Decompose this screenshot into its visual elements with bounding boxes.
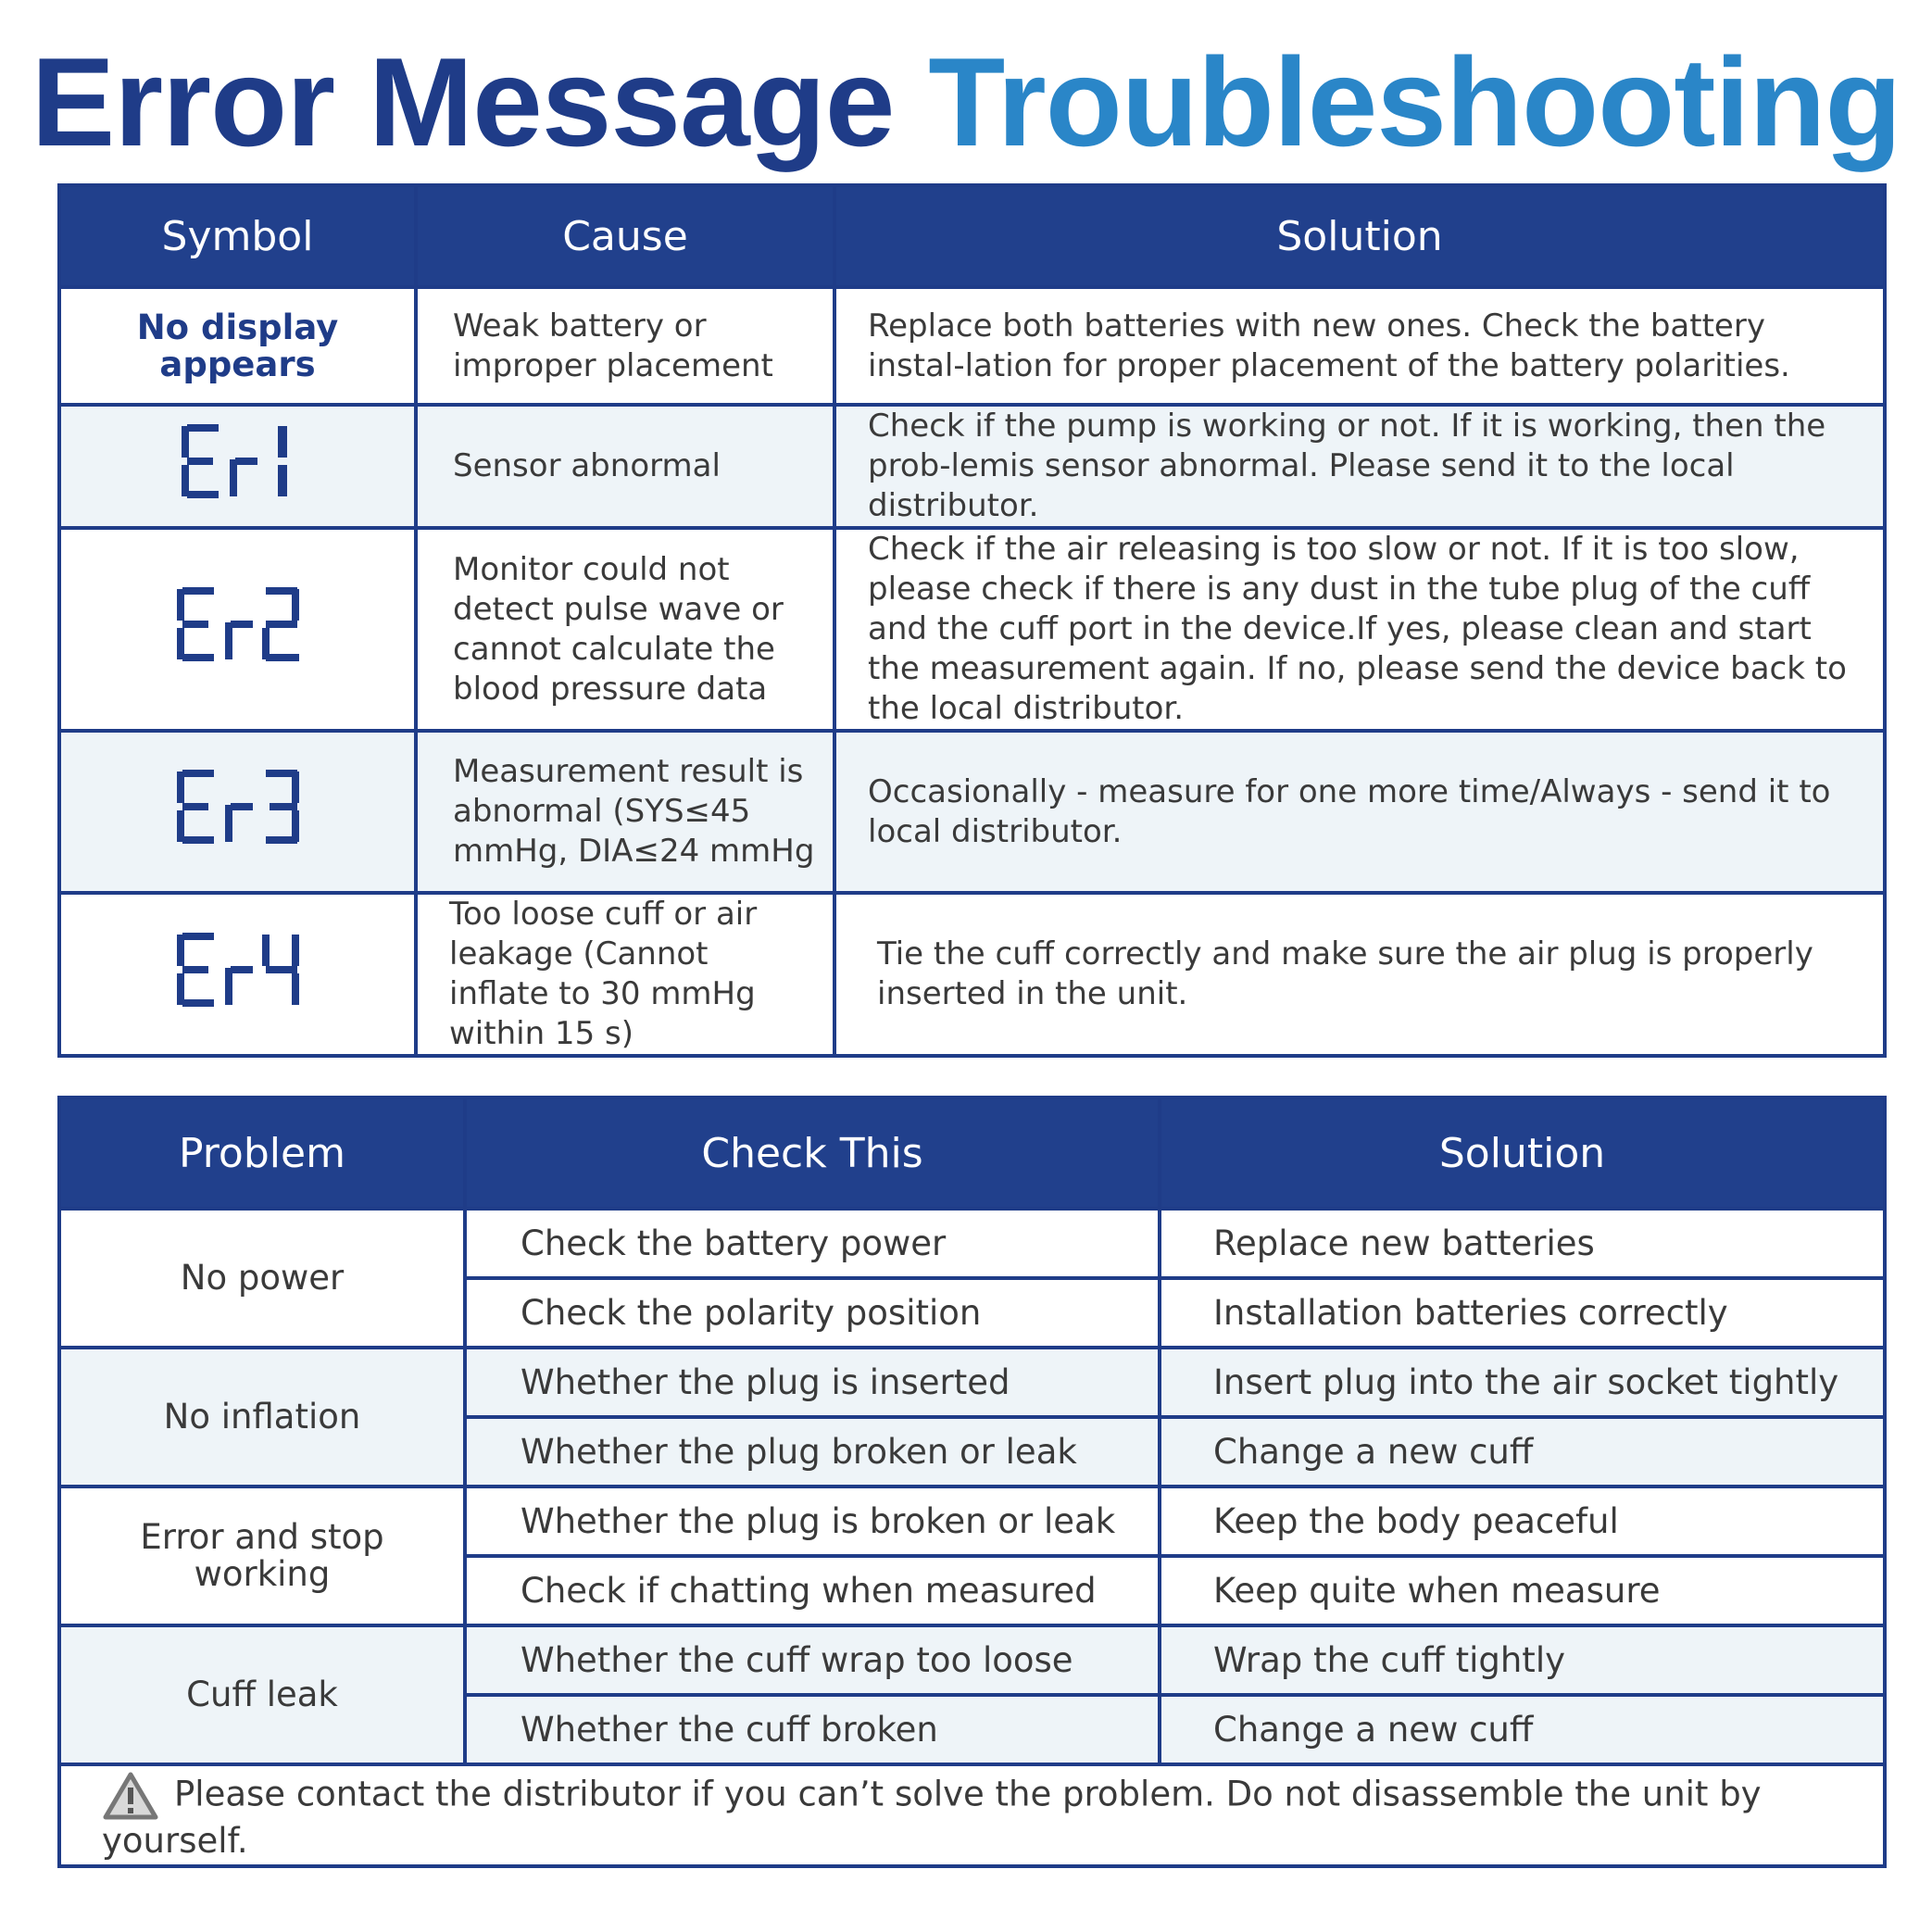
cause-cell: Monitor could not detect pulse wave or cannot calculate the blood pressure data — [416, 528, 834, 731]
check-cell: Whether the plug broken or leak — [465, 1417, 1160, 1487]
error-message-table — [57, 183, 1887, 1058]
symbol-cell — [59, 731, 416, 893]
error-row-er2 — [59, 528, 1885, 731]
error-row-er1 — [59, 405, 1885, 528]
cause-cell: Weak battery or improper placement — [416, 287, 834, 405]
problem-error-stop-label: Error and stop working — [140, 1517, 384, 1594]
check-cell: Check if chatting when measured — [465, 1556, 1160, 1625]
symbol-cell — [59, 405, 416, 528]
symbol-cell — [59, 528, 416, 731]
problem-table — [57, 1096, 1887, 1868]
cause-cell: Measurement result is abnormal (SYS≤45 mmHg, DIA≤24 mmHg — [416, 731, 834, 893]
error-row-er4 — [59, 893, 1885, 1056]
lcd-er2-icon — [173, 585, 303, 663]
solution-cell: Wrap the cuff tightly — [1160, 1625, 1885, 1695]
check-cell: Check the battery power — [465, 1209, 1160, 1278]
warning-icon — [102, 1771, 159, 1821]
solution-cell: Replace both batteries with new ones. Check the battery instal-lation for proper placement of the battery polarities. — [834, 287, 1885, 405]
solution-cell: Check if the air releasing is too slow or not. If it is too slow, please check if there is any dust in the tube plug of the cuff and the cuff port in the device.If yes, please clean and start the measurement again. If no, please send the device back to the local distributor. — [834, 528, 1885, 731]
solution-cell: Replace new batteries — [1160, 1209, 1885, 1278]
header-solution: Solution — [1160, 1098, 1885, 1209]
solution-cell: Change a new cuff — [1160, 1417, 1885, 1487]
title-part-1: Error Message — [31, 31, 895, 172]
symbol-cell — [59, 287, 416, 405]
problem-no-inflation: No inflation — [59, 1348, 465, 1487]
solution-cell: Check if the pump is working or not. If it is working, then the prob-lemis sensor abnormal. Please send it to the local distributor. — [834, 405, 1885, 528]
problem-row — [59, 1625, 1885, 1695]
symbol-no-display: No display appears — [136, 307, 339, 384]
check-cell: Check the polarity position — [465, 1278, 1160, 1348]
problem-no-power: No power — [59, 1209, 465, 1348]
check-cell: Whether the cuff broken — [465, 1695, 1160, 1764]
cause-cell: Too loose cuff or air leakage (Cannot inflate to 30 mmHg within 15 s) — [416, 893, 834, 1056]
header-check-this: Check This — [465, 1098, 1160, 1209]
problem-row — [59, 1209, 1885, 1278]
problem-row — [59, 1487, 1885, 1556]
problem-error-stop — [59, 1487, 465, 1625]
error-table-header-row — [59, 185, 1885, 287]
error-row-no-display — [59, 287, 1885, 405]
page-title — [0, 31, 1932, 172]
solution-cell: Insert plug into the air socket tightly — [1160, 1348, 1885, 1417]
lcd-er1-icon — [178, 422, 298, 500]
check-cell: Whether the plug is broken or leak — [465, 1487, 1160, 1556]
error-row-er3 — [59, 731, 1885, 893]
check-cell: Whether the cuff wrap too loose — [465, 1625, 1160, 1695]
problem-row — [59, 1348, 1885, 1417]
cause-cell: Sensor abnormal — [416, 405, 834, 528]
note-text: Please contact the distributor if you can’t solve the problem. Do not disassemble the unit by yourself. — [102, 1774, 1762, 1861]
header-solution: Solution — [834, 185, 1885, 287]
lcd-er4-icon — [173, 931, 303, 1009]
symbol-cell — [59, 893, 416, 1056]
title-part-2: Troubleshooting — [928, 31, 1901, 172]
solution-cell: Keep quite when measure — [1160, 1556, 1885, 1625]
header-problem: Problem — [59, 1098, 465, 1209]
solution-cell: Installation batteries correctly — [1160, 1278, 1885, 1348]
note-cell — [59, 1764, 1885, 1866]
lcd-er3-icon — [173, 768, 303, 846]
solution-cell: Change a new cuff — [1160, 1695, 1885, 1764]
header-cause: Cause — [416, 185, 834, 287]
solution-cell: Keep the body peaceful — [1160, 1487, 1885, 1556]
problem-table-header-row — [59, 1098, 1885, 1209]
note-row — [59, 1764, 1885, 1866]
solution-cell: Tie the cuff correctly and make sure the air plug is properly inserted in the unit. — [834, 893, 1885, 1056]
solution-cell: Occasionally - measure for one more time/Always - send it to local distributor. — [834, 731, 1885, 893]
check-cell: Whether the plug is inserted — [465, 1348, 1160, 1417]
header-symbol: Symbol — [59, 185, 416, 287]
problem-cuff-leak: Cuff leak — [59, 1625, 465, 1764]
